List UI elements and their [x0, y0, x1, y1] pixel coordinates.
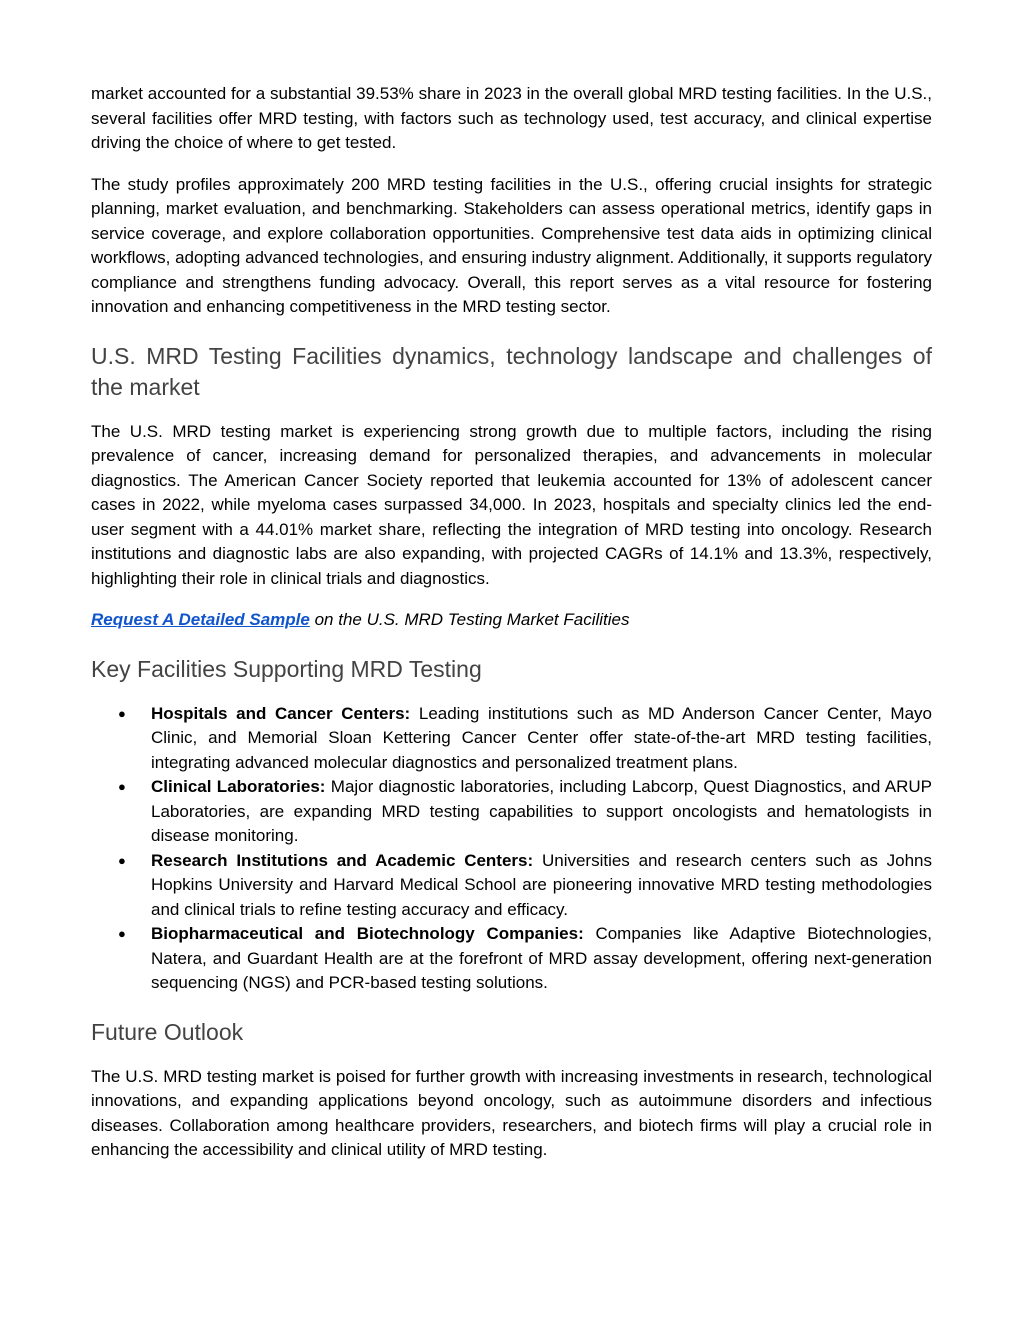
list-item: [118, 702, 933, 776]
bullet-icon: ●: [118, 926, 126, 941]
list-item: [118, 849, 932, 923]
list-item: [118, 775, 932, 849]
list-item-text: Companies like Adaptive Biotechnologies, Natera, and Guardant Health are at the forefront of MRD assay development, offering next-generation sequencing (NGS) and PCR-based testing solutions.: [151, 924, 932, 992]
future-outlook-paragraph: The U.S. MRD testing market is poised for further growth with increasing investments in research, technological innovations, and expanding applications beyond oncology, such as autoimmune disorders and infectious diseases. Collaboration among healthcare providers, researchers, and biotech firms will play a crucial role in enhancing the accessibility and clinical utility of MRD testing.: [91, 1066, 932, 1159]
list-item-text: Major diagnostic laboratories, including Labcorp, Quest Diagnostics, and ARUP Laboratories, are expanding MRD testing capabilities to support oncologists and hematologists in disease monitoring.: [151, 777, 932, 845]
sample-request-suffix: on the U.S. MRD Testing Market Facilities: [309, 610, 630, 629]
request-sample-link[interactable]: Request A Detailed Sample: [91, 610, 310, 629]
sample-request-line: [91, 608, 932, 633]
intro-paragraph-1: market accounted for a substantial 39.53% share in 2023 in the overall global MRD testing facilities. In the U.S., several facilities offer MRD testing, with factors such as technology used, test accuracy, and clinical expertise driving the choice of where to get tested.: [91, 84, 932, 152]
list-item-term: Research Institutions and Academic Centers:: [151, 850, 534, 870]
key-facilities-heading: Key Facilities Supporting MRD Testing: [91, 655, 482, 682]
bullet-icon: ●: [118, 705, 126, 721]
list-item: [118, 922, 932, 996]
document-page: [91, 82, 932, 1180]
intro-paragraph-2: The study profiles approximately 200 MRD testing facilities in the U.S., offering crucial insights for strategic planning, market evaluation, and benchmarking. Stakeholders can assess operational metrics, identify gaps in service coverage, and explore collaboration opportunities. Comprehensive test data aids in optimizing clinical workflows, adopting advanced technologies, and ensuring industry alignment. Additionally, it supports regulatory compliance and strengthens funding advocacy. Overall, this report serves as a vital resource for fostering innovation and enhancing competitiveness in the MRD testing sector.: [91, 174, 932, 316]
list-item-text: Leading institutions such as MD Anderson Cancer Center, Mayo Clinic, and Memorial Sloan Kettering Cancer Center offer state-of-the-art MRD testing facilities, integrating advanced molecular diagnostics and personalized treatment plans.: [151, 703, 933, 772]
dynamics-heading: U.S. MRD Testing Facilities dynamics, technology landscape and challenges of the market: [91, 342, 932, 400]
list-item-text: Universities and research centers such as Johns Hopkins University and Harvard Medical School are pioneering innovative MRD testing methodologies and clinical trials to refine testing accuracy and efficacy.: [151, 850, 932, 919]
list-item-term: Biopharmaceutical and Biotechnology Companies:: [151, 924, 584, 943]
list-item-term: Clinical Laboratories:: [151, 777, 326, 796]
list-item-term: Hospitals and Cancer Centers:: [151, 703, 411, 723]
future-outlook-heading: Future Outlook: [91, 1018, 244, 1045]
dynamics-paragraph: The U.S. MRD testing market is experiencing strong growth due to multiple factors, including the rising prevalence of cancer, increasing demand for personalized therapies, and advancements in molecular diagnostics. The American Cancer Society reported that leukemia accounted for 13% of adolescent cancer cases in 2022, while myeloma cases surpassed 34,000. In 2023, hospitals and specialty clinics led the end-user segment with a 44.01% market share, reflecting the integration of MRD testing into oncology. Research institutions and diagnostic labs are also expanding, with projected CAGRs of 14.1% and 13.3%, respectively, highlighting their role in clinical trials and diagnostics.: [91, 421, 932, 588]
bullet-icon: ●: [118, 779, 126, 794]
key-facilities-list: [91, 702, 932, 996]
bullet-icon: ●: [118, 852, 126, 868]
